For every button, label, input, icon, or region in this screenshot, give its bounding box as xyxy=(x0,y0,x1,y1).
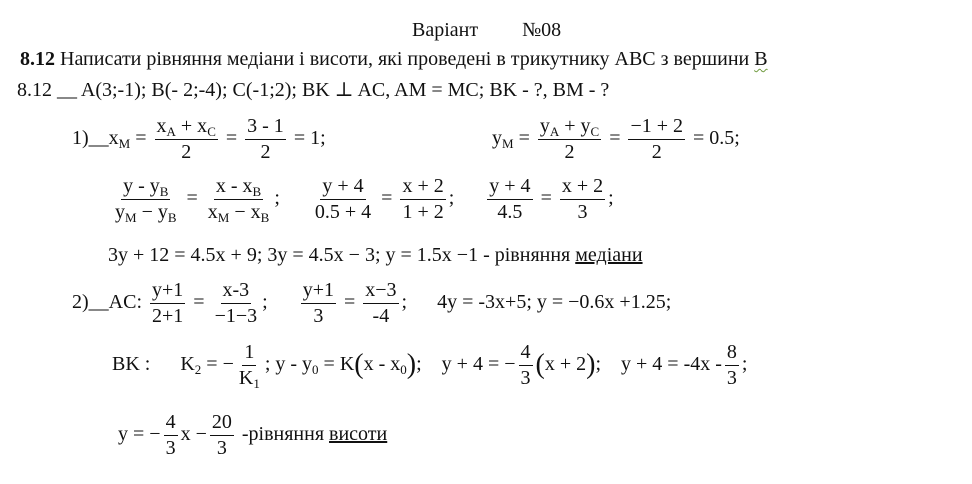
altitude-result: y = − $\frac{4}{3}$ x − $\frac{20}{3}$ -рівняння висоти xyxy=(118,411,388,459)
part2-ac-equation: 2)__AC: $\frac{y+1}{2+1}$ = $\frac{x-3}{-1-3}$ ; $\frac{y+1}{3}$ = $\frac{x-3}{-4}$ ; 4y = -3x+5; y = −0.6x +1.25; xyxy=(72,279,672,327)
bk-label: BK : xyxy=(112,353,151,376)
bk-coef-fraction: $\frac{4}{3}$ xyxy=(520,341,531,389)
bk-const-fraction: $\frac{8}{3}$ xyxy=(726,341,737,389)
ac-result: 4y = -3x+5; y = −0.6x +1.25; xyxy=(437,291,672,314)
ym-value-fraction: $\frac{-1 + 2}{2}$ xyxy=(630,115,684,163)
variant-heading xyxy=(412,20,561,40)
altitude-term: висоти xyxy=(329,423,388,446)
bm-x-subst-fraction: $\frac{x + 2}{1 + 2}$ xyxy=(402,175,444,223)
bm-y-subst-fraction: $\frac{y + 4}{0.5 + 4}$ xyxy=(314,175,372,223)
median-caption: рівняння xyxy=(494,244,571,266)
median-result xyxy=(108,245,643,265)
alt-const-fraction: $\frac{20}{3}$ xyxy=(211,411,232,459)
xm-result: = 1; xyxy=(293,127,326,150)
task-statement xyxy=(20,49,768,69)
part1-xm-equation: $1)\_\_x_M$ = $\frac{x_A + x_C}{2}$ = $\frac{3 - 1}{2}$ = 1; xyxy=(72,115,326,163)
variant-number: №08 xyxy=(522,19,562,41)
median-term: медіани xyxy=(575,244,643,266)
task-text: Написати рівняння медіани і висоти, які проведені в трикутнику АВС з вершини xyxy=(55,48,755,70)
given-line: 8.12 __ A(3;-1); B(- 2;-4); C(-1;2); BK ⊥ AC, AM = MC; BK - ?, BM - ? xyxy=(17,79,610,101)
task-number: 8.12 xyxy=(20,48,55,70)
task-text-end: В xyxy=(754,48,768,70)
ac-y-fraction: $\frac{y+1}{2+1}$ xyxy=(152,279,184,327)
ac-y-simpl-fraction: $\frac{y+1}{3}$ xyxy=(302,279,334,327)
xm-value-fraction: $\frac{3 - 1}{2}$ xyxy=(247,115,284,163)
xm-fraction: $\frac{x_A + x_C}{2}$ xyxy=(156,115,216,163)
ym-fraction: $\frac{y_A + y_C}{2}$ xyxy=(539,115,600,163)
variant-label: Варіант xyxy=(412,19,479,41)
ac-x-fraction: $\frac{x-3}{-1-3}$ xyxy=(214,279,258,327)
median-line-equations: $\frac{y - y_B}{y_M - y_B}$ = $\frac{x - x_B}{x_M - x_B}$ ; $\frac{y + 4}{0.5 + 4}$ = $\frac{x + 2}{1 + 2}$ ; $\frac{y + 4}{4.5}$ = $\frac{x + 2}{3}$ ; xyxy=(115,175,614,225)
part2-bk-equation: BK : $K_2$ = − $\frac{1}{K_1}$ ; $y - y_0 = K(x - x_0)$; y + 4 = − $\frac{4}{3}$ (x + 2); y + 4 = -4x - $\frac{8}{3}$ ; xyxy=(112,341,748,391)
ym-result: = 0.5; xyxy=(693,127,740,150)
altitude-caption: рівняння xyxy=(248,423,325,446)
median-equation: 3y + 12 = 4.5x + 9; 3y = 4.5x − 3; y = 1.5x −1 - xyxy=(108,244,490,266)
part1-ym-equation: $y_M$ = $\frac{y_A + y_C}{2}$ = $\frac{-1 + 2}{2}$ = 0.5; xyxy=(492,115,740,163)
part2-label: 2)__AC: xyxy=(72,291,142,314)
bm-y-simpl-fraction: $\frac{y + 4}{4.5}$ xyxy=(489,175,531,223)
bm-x-fraction: $\frac{x - x_B}{x_M - x_B}$ xyxy=(207,175,270,225)
ac-x-simpl-fraction: $\frac{x-3}{-4}$ xyxy=(365,279,397,327)
alt-slope-fraction: $\frac{4}{3}$ xyxy=(165,411,176,459)
bm-y-fraction: $\frac{y - y_B}{y_M - y_B}$ xyxy=(115,175,177,225)
bm-x-simpl-fraction: $\frac{x + 2}{3}$ xyxy=(561,175,604,223)
bk-slope-fraction: $\frac{1}{K_1}$ xyxy=(238,341,260,391)
